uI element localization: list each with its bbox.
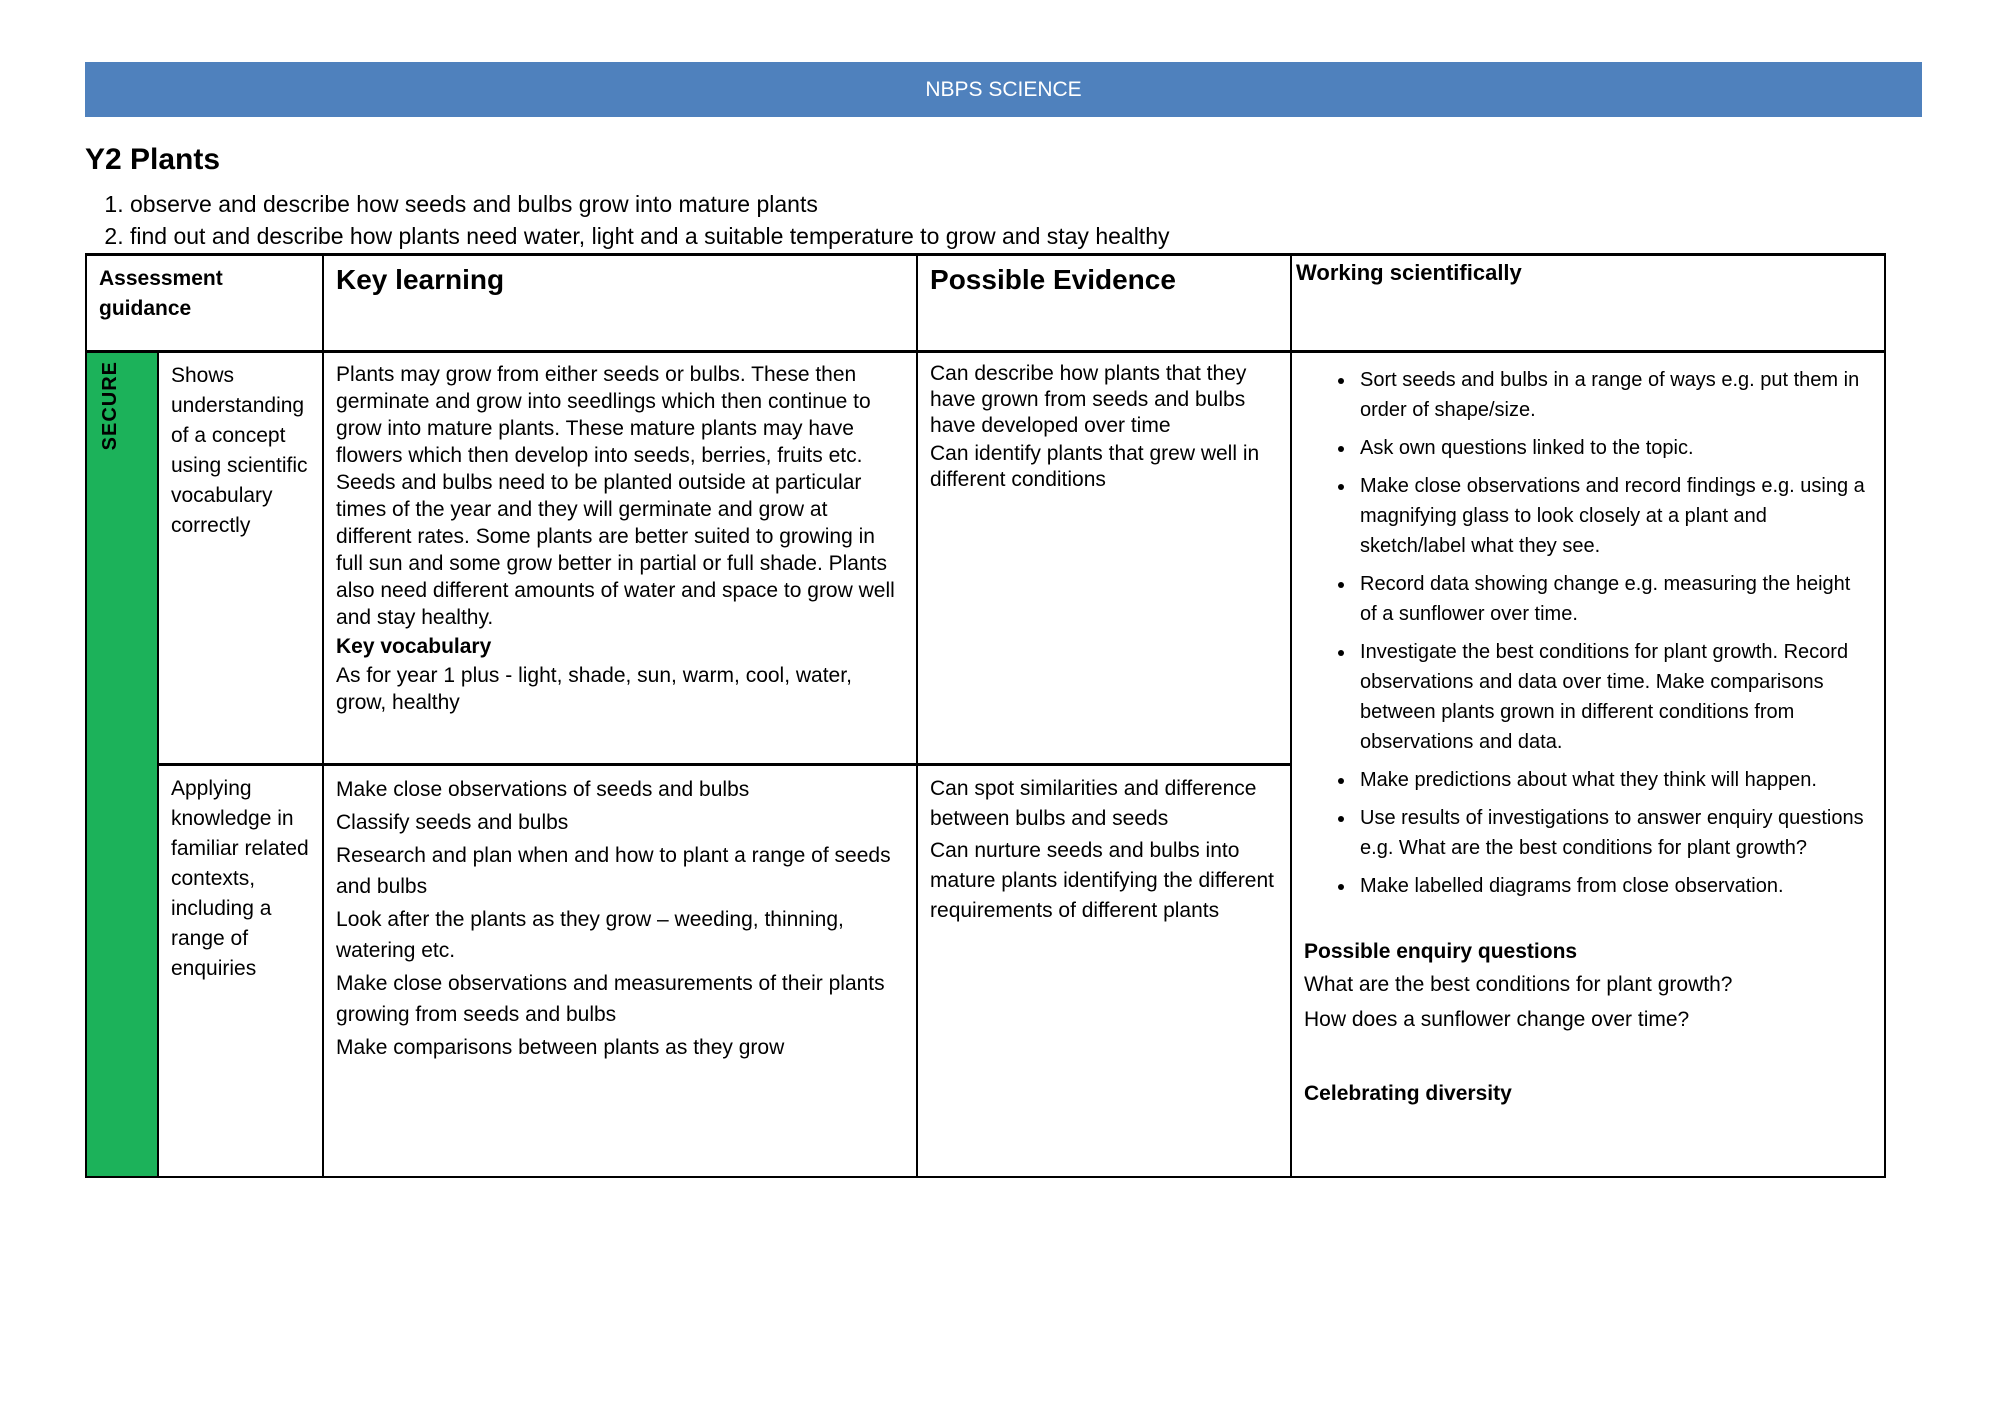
key-learning-line: Classify seeds and bulbs (336, 811, 569, 834)
key-learning-line: Make close observations of seeds and bulbs (336, 778, 750, 801)
header-assessment-guidance: Assessment guidance (86, 255, 323, 352)
evidence-cell-row1 (917, 352, 1291, 765)
evidence-item: Can spot similarities and difference between bulbs and seeds (930, 777, 1257, 830)
page-title: Y2 Plants (85, 143, 221, 176)
ws-bullet: • Investigate the best conditions for plant growth. Record observations and data over time. Make comparisons between plants grown in different conditions from observations and data. (1356, 637, 1872, 757)
key-learning-paragraph: Plants may grow from either seeds or bulbs. These then germinate and grow into seedlings which then continue to grow into mature plants. These mature plants may have flowers which then develop into seeds, berries, fruits etc. Seeds and bulbs need to be planted outside at particular times of the year and they will germinate and grow at different rates. Some plants are better suited to growing in full sun and some grow better in partial or full shade. Plants also need different amounts of water and space to grow well and stay healthy. (336, 363, 895, 629)
evidence-cell-row2 (917, 765, 1291, 1177)
assessment-cell-row2: Applying knowledge in familiar related contexts, including a range of enquiries (158, 765, 323, 1177)
header-possible-evidence: Possible Evidence (917, 255, 1291, 352)
ws-bullet: • Make predictions about what they think will happen. (1356, 765, 1872, 795)
key-learning-line: Research and plan when and how to plant a range of seeds and bulbs (336, 844, 891, 898)
table-header-row (86, 255, 1885, 352)
objective-item: 2. find out and describe how plants need water, light and a suitable temperature to grow and stay healthy (130, 220, 1170, 252)
table-row (86, 352, 1885, 765)
working-scientifically-cell (1291, 352, 1885, 1177)
key-vocabulary-heading: Key vocabulary (336, 635, 492, 658)
assessment-cell-row1: Shows understanding of a concept using scientific vocabulary correctly (158, 352, 323, 765)
enquiry-question: What are the best conditions for plant growth? (1304, 973, 1733, 996)
assessment-table (85, 253, 1886, 1178)
enquiry-questions-heading: Possible enquiry questions (1304, 940, 1578, 963)
objective-item: 1. observe and describe how seeds and bulbs grow into mature plants (130, 188, 1170, 220)
enquiry-question: How does a sunflower change over time? (1304, 1008, 1690, 1031)
secure-label: SECURE (99, 361, 121, 451)
ws-bullet: • Sort seeds and bulbs in a range of ways e.g. put them in order of shape/size. (1356, 365, 1872, 425)
title-banner (85, 62, 1922, 117)
key-learning-line: Look after the plants as they grow – weeding, thinning, watering etc. (336, 908, 844, 962)
key-vocabulary-list: As for year 1 plus - light, shade, sun, warm, cool, water, grow, healthy (336, 664, 852, 714)
secure-band (86, 352, 158, 1177)
evidence-item: Can identify plants that grew well in different conditions (930, 442, 1260, 491)
celebrating-diversity-heading: Celebrating diversity (1304, 1082, 1512, 1105)
header-working-scientifically: Working scientifically (1291, 255, 1885, 352)
evidence-item: Can describe how plants that they have grown from seeds and bulbs have developed over time (930, 362, 1247, 437)
ws-bullet: • Make labelled diagrams from close observation. (1356, 871, 1872, 901)
working-scientifically-list (1304, 365, 1872, 901)
key-learning-line: Make close observations and measurements of their plants growing from seeds and bulbs (336, 972, 885, 1026)
ws-bullet: • Make close observations and record findings e.g. using a magnifying glass to look closely at a plant and sketch/label what they see. (1356, 471, 1872, 561)
evidence-item: Can nurture seeds and bulbs into mature plants identifying the different requirements of different plants (930, 839, 1275, 922)
banner-text: NBPS SCIENCE (925, 77, 1082, 101)
key-learning-line: Make comparisons between plants as they grow (336, 1036, 785, 1059)
ws-bullet: • Record data showing change e.g. measuring the height of a sunflower over time. (1356, 569, 1872, 629)
ws-bullet: • Ask own questions linked to the topic. (1356, 433, 1872, 463)
header-key-learning: Key learning (323, 255, 917, 352)
ws-bullet: • Use results of investigations to answer enquiry questions e.g. What are the best conditions for plant growth? (1356, 803, 1872, 863)
key-learning-cell-row1 (323, 352, 917, 765)
objectives-list (85, 188, 1170, 252)
key-learning-cell-row2 (323, 765, 917, 1177)
